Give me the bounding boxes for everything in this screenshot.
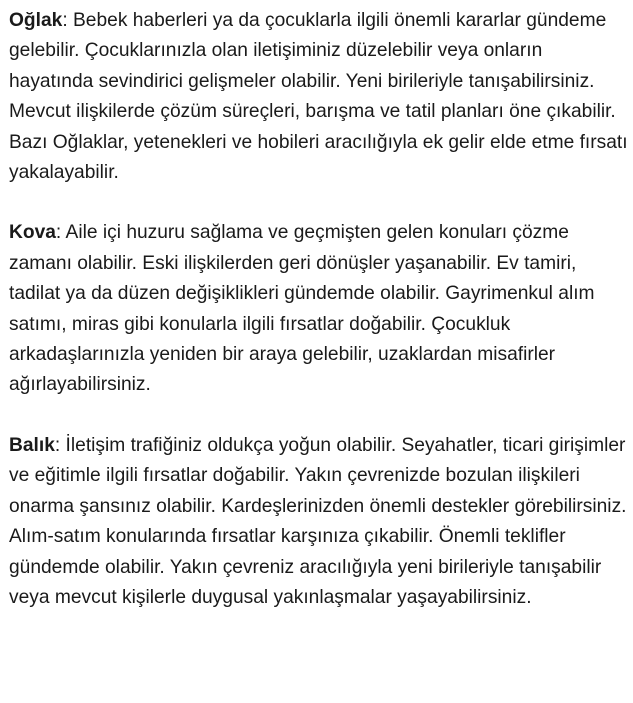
section-text-balik: İletişim trafiğiniz oldukça yoğun olabilir. Seyahatler, ticari girişimler ve eğitimle ilgili fırsatlar doğabilir. Yakın çevrenizde bozulan ilişkileri onarma şansınız olabilir. Kardeşlerinizden önemli destekler görebilirsiniz. Alım-satım konularında fırsatlar karşınıza çıkabilir. Önemli teklifler gündemde olabilir. Yakın çevreniz aracılığıyla yeni birileriyle tanışabilir veya mevcut kişilerle duygusal yakınlaşmalar yaşayabilirsiniz.	[9, 434, 627, 608]
separator-oglak: :	[62, 10, 68, 31]
horoscope-article	[9, 6, 629, 643]
sign-name-balik: Balık	[9, 434, 55, 456]
section-text-oglak: Bebek haberleri ya da çocuklarla ilgili önemli kararlar gündeme gelebilir. Çocuklarınızla olan iletişiminiz düzelebilir veya onların hayatında sevindirici gelişmeler olabilir. Yeni birileriyle tanışabilirsiniz. Mevcut ilişkilerde çözüm süreçleri, barışma ve tatil planları öne çıkabilir. Bazı Oğlaklar, yetenekleri ve hobileri aracılığıyla ek gelir elde etme fırsatı yakalayabilir.	[9, 10, 628, 184]
separator-kova: :	[55, 222, 62, 244]
sign-name-kova: Kova	[9, 222, 56, 244]
section-kova	[9, 218, 629, 400]
section-balik	[9, 431, 629, 613]
sign-name-oglak: Oğlak	[9, 10, 63, 31]
section-text-kova: Aile içi huzuru sağlama ve geçmişten gelen konuları çözme zamanı olabilir. Eski ilişkilerden geri dönüşler yaşanabilir. Ev tamiri, tadilat ya da düzen değişiklikleri gündemde olabilir. Gayrimenkul alım satımı, miras gibi konularla ilgili fırsatlar doğabilir. Çocukluk arkadaşlarınızla yeniden bir araya gelebilir, uzaklardan misafirler ağırlayabilirsiniz.	[9, 222, 595, 396]
separator-balik: :	[54, 434, 61, 456]
section-oglak	[9, 6, 629, 188]
